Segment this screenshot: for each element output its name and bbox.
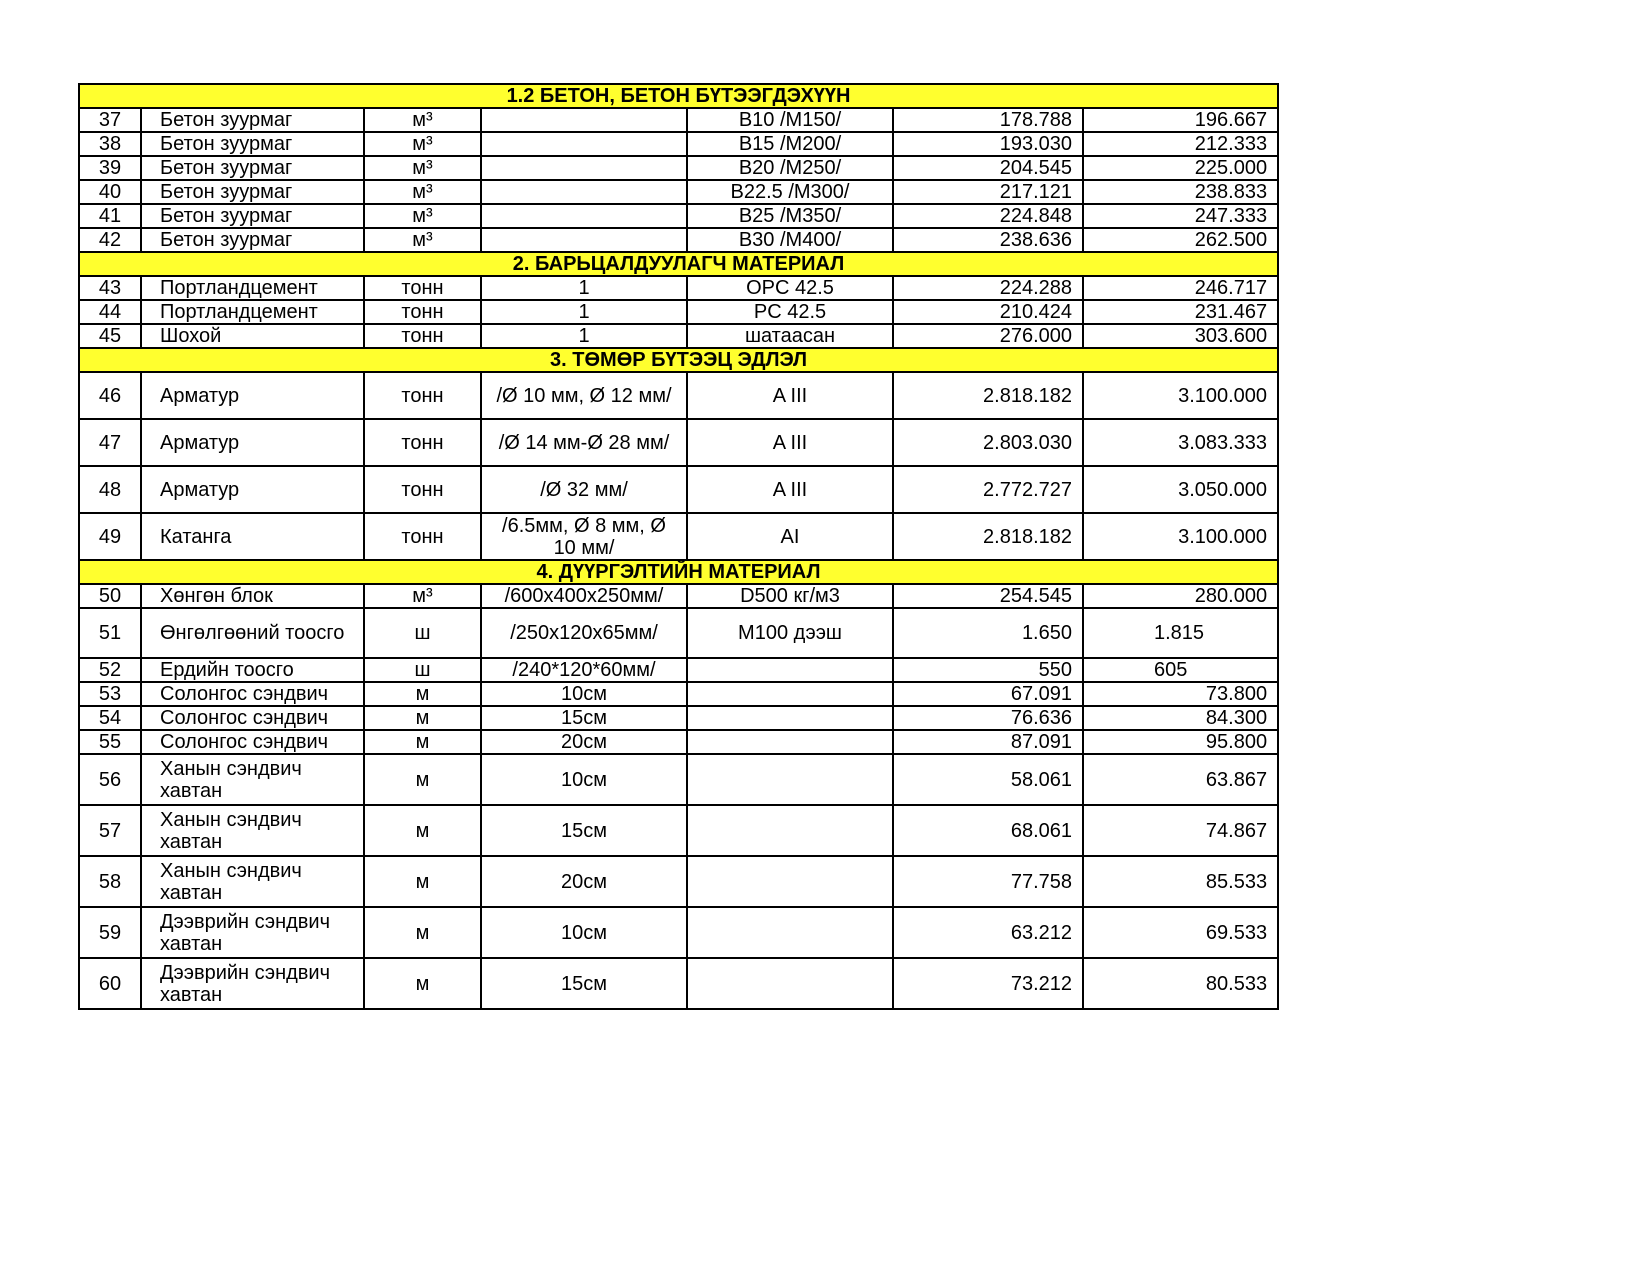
material-name: Бетон зуурмаг <box>141 132 364 156</box>
price-2: 80.533 <box>1083 958 1278 1009</box>
grade: A III <box>687 372 893 419</box>
size: 10см <box>481 754 687 805</box>
size: /Ø 10 мм, Ø 12 мм/ <box>481 372 687 419</box>
price-2: 3.100.000 <box>1083 372 1278 419</box>
table-row <box>79 754 1278 805</box>
price-2: 3.083.333 <box>1083 419 1278 466</box>
grade: A III <box>687 419 893 466</box>
unit: тонн <box>364 324 481 348</box>
table-row <box>79 958 1278 1009</box>
material-name: Арматур <box>141 466 364 513</box>
price-2: 85.533 <box>1083 856 1278 907</box>
unit: м <box>364 958 481 1009</box>
price-2: 231.467 <box>1083 300 1278 324</box>
material-name: Портландцемент <box>141 300 364 324</box>
grade <box>687 730 893 754</box>
unit: м <box>364 682 481 706</box>
size: 1 <box>481 276 687 300</box>
row-number: 52 <box>79 658 141 682</box>
row-number: 56 <box>79 754 141 805</box>
price-2: 63.867 <box>1083 754 1278 805</box>
row-number: 45 <box>79 324 141 348</box>
price-2: 69.533 <box>1083 907 1278 958</box>
size: 1 <box>481 324 687 348</box>
row-number: 38 <box>79 132 141 156</box>
unit: м³ <box>364 180 481 204</box>
size: 10см <box>481 682 687 706</box>
section-title: 1.2 БЕТОН, БЕТОН БҮТЭЭГДЭХҮҮН <box>79 84 1278 108</box>
grade: A III <box>687 466 893 513</box>
price-2: 74.867 <box>1083 805 1278 856</box>
grade <box>687 754 893 805</box>
table-row <box>79 156 1278 180</box>
price-1: 73.212 <box>893 958 1083 1009</box>
table-row <box>79 805 1278 856</box>
price-2: 247.333 <box>1083 204 1278 228</box>
price-1: 178.788 <box>893 108 1083 132</box>
material-name: Портландцемент <box>141 276 364 300</box>
price-1: 2.818.182 <box>893 372 1083 419</box>
unit: м³ <box>364 108 481 132</box>
section-title: 2. БАРЬЦАЛДУУЛАГЧ МАТЕРИАЛ <box>79 252 1278 276</box>
size <box>481 108 687 132</box>
material-name: Солонгос сэндвич <box>141 682 364 706</box>
unit: м <box>364 805 481 856</box>
row-number: 55 <box>79 730 141 754</box>
price-1: 550 <box>893 658 1083 682</box>
size: /Ø 14 мм-Ø 28 мм/ <box>481 419 687 466</box>
unit: тонн <box>364 466 481 513</box>
material-name: Солонгос сэндвич <box>141 706 364 730</box>
grade: M100 дээш <box>687 608 893 658</box>
price-2: 95.800 <box>1083 730 1278 754</box>
grade <box>687 958 893 1009</box>
table-row <box>79 682 1278 706</box>
grade <box>687 856 893 907</box>
price-2: 605 <box>1083 658 1278 682</box>
material-name: Ханын сэндвич хавтан <box>141 856 364 907</box>
size <box>481 228 687 252</box>
table-row <box>79 856 1278 907</box>
price-1: 58.061 <box>893 754 1083 805</box>
grade: OPC 42.5 <box>687 276 893 300</box>
row-number: 46 <box>79 372 141 419</box>
grade <box>687 907 893 958</box>
row-number: 47 <box>79 419 141 466</box>
section-title: 3. ТӨМӨР БҮТЭЭЦ ЭДЛЭЛ <box>79 348 1278 372</box>
row-number: 59 <box>79 907 141 958</box>
size <box>481 132 687 156</box>
table-row <box>79 730 1278 754</box>
price-1: 276.000 <box>893 324 1083 348</box>
material-name: Шохой <box>141 324 364 348</box>
price-2: 84.300 <box>1083 706 1278 730</box>
section-header <box>79 348 1278 372</box>
table-row <box>79 584 1278 608</box>
material-name: Ханын сэндвич хавтан <box>141 754 364 805</box>
table-row <box>79 300 1278 324</box>
price-2: 73.800 <box>1083 682 1278 706</box>
material-name: Арматур <box>141 372 364 419</box>
table-row <box>79 132 1278 156</box>
price-1: 2.803.030 <box>893 419 1083 466</box>
section-header <box>79 252 1278 276</box>
material-name: Катанга <box>141 513 364 560</box>
section-header <box>79 84 1278 108</box>
unit: м <box>364 754 481 805</box>
table-row <box>79 108 1278 132</box>
unit: м <box>364 856 481 907</box>
price-2: 238.833 <box>1083 180 1278 204</box>
size <box>481 180 687 204</box>
unit: м³ <box>364 204 481 228</box>
price-1: 68.061 <box>893 805 1083 856</box>
table-row <box>79 658 1278 682</box>
material-name: Ханын сэндвич хавтан <box>141 805 364 856</box>
row-number: 49 <box>79 513 141 560</box>
unit: тонн <box>364 513 481 560</box>
material-name: Бетон зуурмаг <box>141 228 364 252</box>
price-1: 238.636 <box>893 228 1083 252</box>
size: /6.5мм, Ø 8 мм, Ø 10 мм/ <box>481 513 687 560</box>
row-number: 51 <box>79 608 141 658</box>
unit: тонн <box>364 300 481 324</box>
price-2: 3.100.000 <box>1083 513 1278 560</box>
size: 15см <box>481 958 687 1009</box>
size <box>481 156 687 180</box>
price-2: 1.815 <box>1083 608 1278 658</box>
price-1: 2.818.182 <box>893 513 1083 560</box>
material-name: Бетон зуурмаг <box>141 156 364 180</box>
row-number: 48 <box>79 466 141 513</box>
row-number: 57 <box>79 805 141 856</box>
price-1: 193.030 <box>893 132 1083 156</box>
price-1: 67.091 <box>893 682 1083 706</box>
unit: м³ <box>364 132 481 156</box>
material-name: Хөнгөн блок <box>141 584 364 608</box>
grade: B22.5 /M300/ <box>687 180 893 204</box>
material-name: Дээврийн сэндвич хавтан <box>141 958 364 1009</box>
unit: ш <box>364 658 481 682</box>
material-name: Өнгөлгөөний тоосго <box>141 608 364 658</box>
row-number: 43 <box>79 276 141 300</box>
price-2: 212.333 <box>1083 132 1278 156</box>
row-number: 42 <box>79 228 141 252</box>
size: /Ø 32 мм/ <box>481 466 687 513</box>
grade: PC 42.5 <box>687 300 893 324</box>
price-2: 225.000 <box>1083 156 1278 180</box>
grade: B25 /M350/ <box>687 204 893 228</box>
grade: B15 /M200/ <box>687 132 893 156</box>
unit: тонн <box>364 419 481 466</box>
material-name: Ердийн тоосго <box>141 658 364 682</box>
table-row <box>79 907 1278 958</box>
price-2: 303.600 <box>1083 324 1278 348</box>
size: 15см <box>481 805 687 856</box>
price-1: 76.636 <box>893 706 1083 730</box>
section-title: 4. ДҮҮРГЭЛТИЙН МАТЕРИАЛ <box>79 560 1278 584</box>
material-name: Арматур <box>141 419 364 466</box>
table-row <box>79 466 1278 513</box>
price-table <box>78 83 1279 1010</box>
table-row <box>79 513 1278 560</box>
unit: тонн <box>364 372 481 419</box>
row-number: 41 <box>79 204 141 228</box>
size: 20см <box>481 856 687 907</box>
grade <box>687 805 893 856</box>
table-row <box>79 706 1278 730</box>
table-row <box>79 228 1278 252</box>
row-number: 40 <box>79 180 141 204</box>
table-row <box>79 204 1278 228</box>
price-1: 63.212 <box>893 907 1083 958</box>
row-number: 58 <box>79 856 141 907</box>
price-1: 87.091 <box>893 730 1083 754</box>
unit: м <box>364 907 481 958</box>
grade: B20 /M250/ <box>687 156 893 180</box>
row-number: 44 <box>79 300 141 324</box>
grade: B30 /M400/ <box>687 228 893 252</box>
size: 1 <box>481 300 687 324</box>
size <box>481 204 687 228</box>
price-1: 210.424 <box>893 300 1083 324</box>
section-header <box>79 560 1278 584</box>
unit: м³ <box>364 156 481 180</box>
price-1: 224.848 <box>893 204 1083 228</box>
row-number: 50 <box>79 584 141 608</box>
price-1: 1.650 <box>893 608 1083 658</box>
unit: м <box>364 730 481 754</box>
size: /250x120x65мм/ <box>481 608 687 658</box>
price-1: 254.545 <box>893 584 1083 608</box>
row-number: 54 <box>79 706 141 730</box>
price-2: 3.050.000 <box>1083 466 1278 513</box>
price-1: 204.545 <box>893 156 1083 180</box>
size: 10см <box>481 907 687 958</box>
price-table-body <box>79 84 1278 1009</box>
grade: AI <box>687 513 893 560</box>
unit: м³ <box>364 228 481 252</box>
grade: B10 /M150/ <box>687 108 893 132</box>
price-2: 262.500 <box>1083 228 1278 252</box>
table-row <box>79 419 1278 466</box>
price-1: 2.772.727 <box>893 466 1083 513</box>
unit: тонн <box>364 276 481 300</box>
table-row <box>79 372 1278 419</box>
material-name: Бетон зуурмаг <box>141 108 364 132</box>
price-1: 217.121 <box>893 180 1083 204</box>
material-name: Бетон зуурмаг <box>141 204 364 228</box>
size: /600x400x250мм/ <box>481 584 687 608</box>
row-number: 53 <box>79 682 141 706</box>
table-row <box>79 276 1278 300</box>
material-name: Бетон зуурмаг <box>141 180 364 204</box>
grade: шатаасан <box>687 324 893 348</box>
grade: D500 кг/м3 <box>687 584 893 608</box>
grade <box>687 658 893 682</box>
size: /240*120*60мм/ <box>481 658 687 682</box>
price-2: 280.000 <box>1083 584 1278 608</box>
material-name: Солонгос сэндвич <box>141 730 364 754</box>
table-row <box>79 180 1278 204</box>
unit: ш <box>364 608 481 658</box>
row-number: 37 <box>79 108 141 132</box>
grade <box>687 706 893 730</box>
price-1: 224.288 <box>893 276 1083 300</box>
material-name: Дээврийн сэндвич хавтан <box>141 907 364 958</box>
size: 15см <box>481 706 687 730</box>
price-1: 77.758 <box>893 856 1083 907</box>
table-row <box>79 608 1278 658</box>
unit: м³ <box>364 584 481 608</box>
size: 20см <box>481 730 687 754</box>
row-number: 39 <box>79 156 141 180</box>
price-2: 246.717 <box>1083 276 1278 300</box>
grade <box>687 682 893 706</box>
price-2: 196.667 <box>1083 108 1278 132</box>
row-number: 60 <box>79 958 141 1009</box>
unit: м <box>364 706 481 730</box>
table-row <box>79 324 1278 348</box>
